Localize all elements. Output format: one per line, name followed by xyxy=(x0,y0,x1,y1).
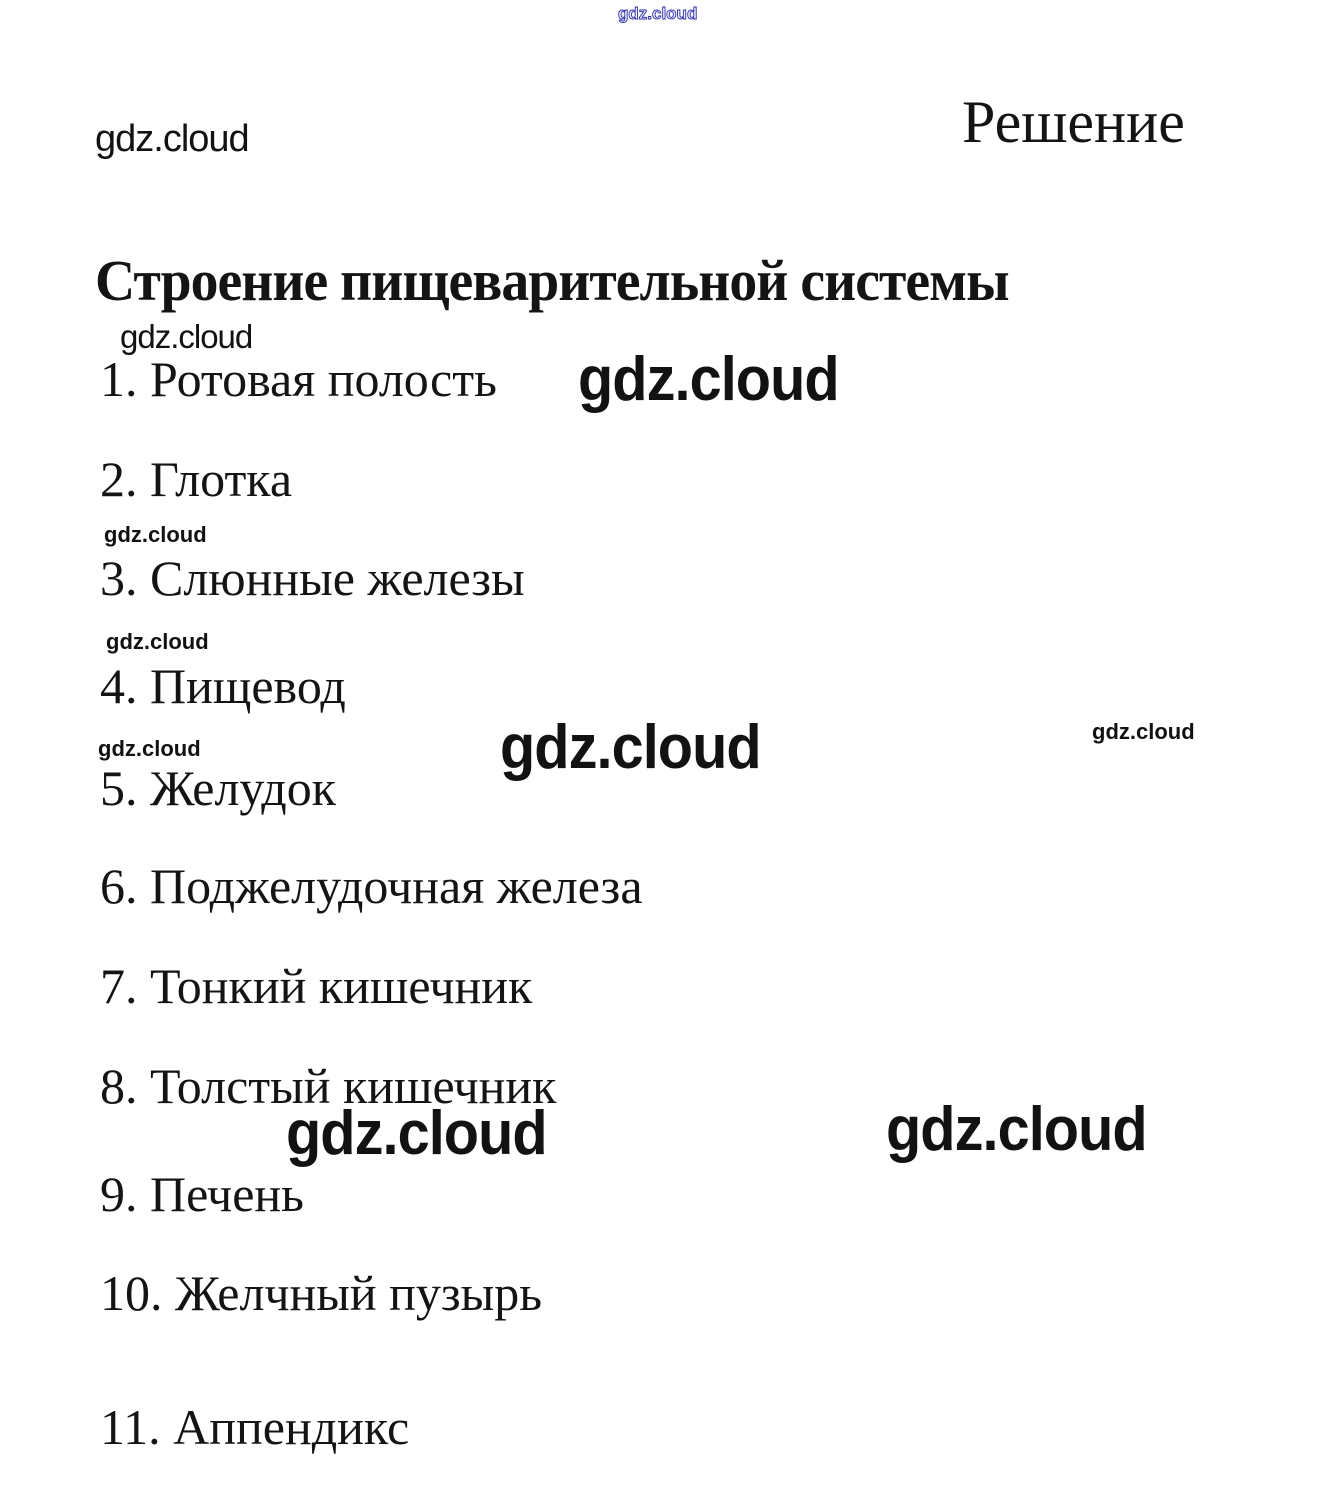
solution-heading: Решение xyxy=(962,89,1185,155)
watermark-small-2: gdz.cloud xyxy=(106,629,209,654)
page-title: Строение пищеварительной системы xyxy=(95,248,1009,313)
watermark-small-3: gdz.cloud xyxy=(98,736,201,761)
list-item-7: 7. Тонкий кишечник xyxy=(100,958,533,1014)
list-item-8: 8. Толстый кишечник xyxy=(100,1058,557,1114)
list-item-3: 3. Слюнные железы xyxy=(100,550,525,606)
list-item-6: 6. Поджелудочная железа xyxy=(100,858,643,914)
list-item-11: 11. Аппендикс xyxy=(100,1399,410,1455)
list-item-9: 9. Печень xyxy=(100,1166,304,1222)
list-item-5: 5. Желудок xyxy=(100,760,336,816)
list-item-2: 2. Глотка xyxy=(100,451,293,507)
list-item-10: 10. Желчный пузырь xyxy=(100,1265,543,1321)
watermark-right-small: gdz.cloud xyxy=(1092,719,1195,744)
list-item-4: 4. Пищевод xyxy=(100,658,346,714)
watermark-below-title: gdz.cloud xyxy=(120,318,253,355)
watermark-top-left: gdz.cloud xyxy=(95,118,249,160)
watermark-bottom-left-large: gdz.cloud xyxy=(286,1099,547,1168)
watermark-outline-top: gdz.cloud xyxy=(618,4,698,23)
watermark-inline-item1: gdz.cloud xyxy=(578,345,839,414)
list-item-1: 1. Ротовая полость xyxy=(100,351,497,407)
watermark-center-large: gdz.cloud xyxy=(500,713,761,782)
watermark-small-1: gdz.cloud xyxy=(104,522,207,547)
watermark-bottom-right-large: gdz.cloud xyxy=(886,1095,1147,1164)
